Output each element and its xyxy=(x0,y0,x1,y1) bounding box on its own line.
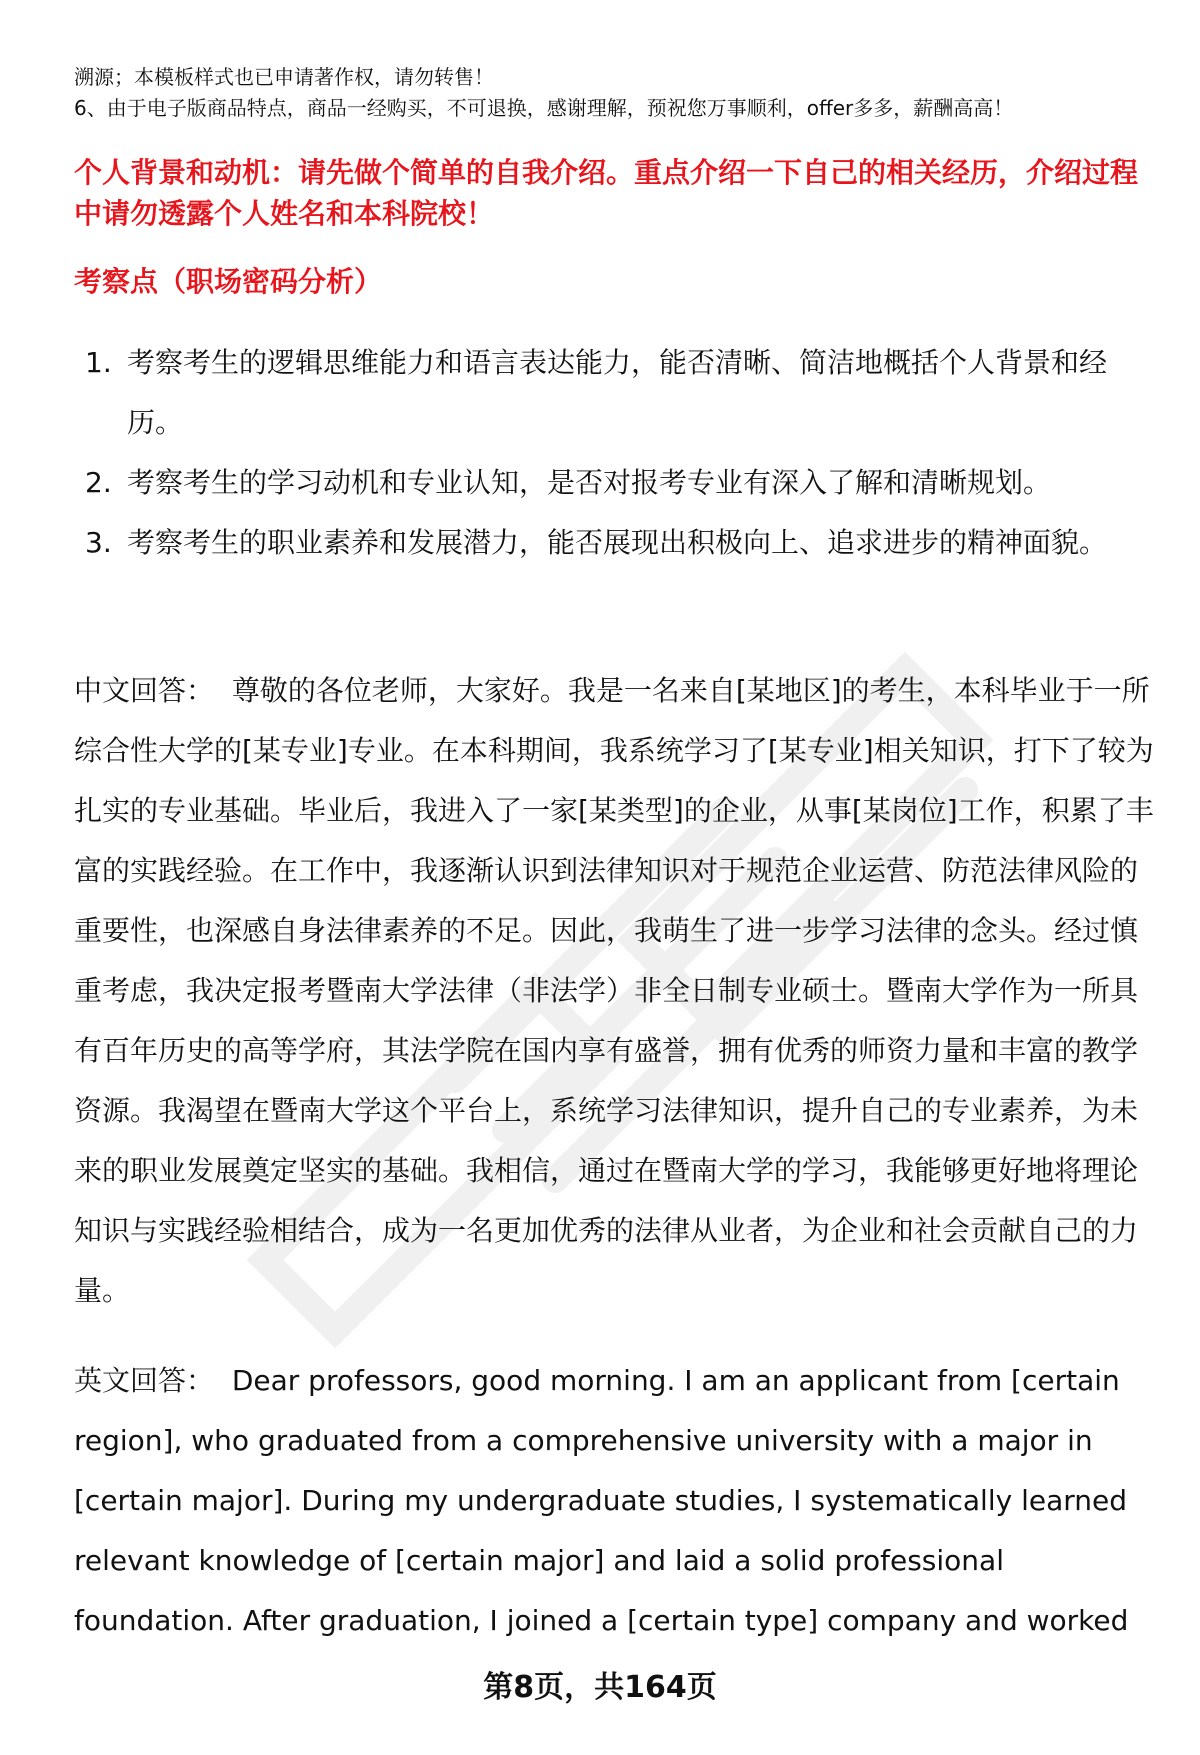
english-answer xyxy=(74,1351,1164,1651)
chinese-answer-label: 中文回答： xyxy=(74,674,215,707)
list-item xyxy=(85,453,1155,513)
notice-line-1: 溯源；本模板样式也已申请著作权，请勿转售！ xyxy=(74,65,494,89)
notice-line-2: 6、由于电子版商品特点，商品一经购买，不可退换，感谢理解，预祝您万事顺利，offer多多，薪酬高高！ xyxy=(74,96,1014,120)
list-item-number: 1. xyxy=(85,346,112,379)
english-answer-text: Dear professors, good morning. I am an applicant from [certain region], who graduated from a comprehensive university with a major in [certain major]. During my undergraduate studies, I systematically learned relevant knowledge of [certain major] and laid a solid professional foundation. After graduation, I joined a [certain type] company and worked xyxy=(74,1364,1129,1637)
focus-heading: 考察点（职场密码分析） xyxy=(74,265,383,298)
page-number: 第8页，共164页 xyxy=(483,1670,717,1705)
chinese-answer xyxy=(74,661,1164,1321)
focus-list xyxy=(85,333,1155,573)
english-answer-label: 英文回答： xyxy=(74,1364,215,1397)
list-item xyxy=(85,333,1155,453)
list-item-text: 考察考生的逻辑思维能力和语言表达能力，能否清晰、简洁地概括个人背景和经历。 xyxy=(127,346,1108,439)
notice-lines xyxy=(74,62,1154,124)
question-title: 个人背景和动机：请先做个简单的自我介绍。重点介绍一下自己的相关经历，介绍过程中请勿透露个人姓名和本科院校！ xyxy=(74,156,1139,230)
list-item xyxy=(85,513,1155,573)
chinese-answer-text: 尊敬的各位老师，大家好。我是一名来自[某地区]的考生，本科毕业于一所综合性大学的[某专业]专业。在本科期间，我系统学习了[某专业]相关知识，打下了较为扎实的专业基础。毕业后，我进入了一家[某类型]的企业，从事[某岗位]工作，积累了丰富的实践经验。在工作中，我逐渐认识到法律知识对于规范企业运营、防范法律风险的重要性，也深感自身法律素养的不足。因此，我萌生了进一步学习法律的念头。经过慎重考虑，我决定报考暨南大学法律（非法学）非全日制专业硕士。暨南大学作为一所具有百年历史的高等学府，其法学院在国内享有盛誉，拥有优秀的师资力量和丰富的教学资源。我渴望在暨南大学这个平台上，系统学习法律知识，提升自己的专业素养，为未来的职业发展奠定坚实的基础。我相信，通过在暨南大学的学习，我能够更好地将理论知识与实践经验相结合，成为一名更加优秀的法律从业者，为企业和社会贡献自己的力量。 xyxy=(74,674,1154,1307)
list-item-number: 2. xyxy=(85,466,112,499)
list-item-text: 考察考生的学习动机和专业认知，是否对报考专业有深入了解和清晰规划。 xyxy=(127,466,1052,499)
list-item-text: 考察考生的职业素养和发展潜力，能否展现出积极向上、追求进步的精神面貌。 xyxy=(127,526,1108,559)
list-item-number: 3. xyxy=(85,526,112,559)
